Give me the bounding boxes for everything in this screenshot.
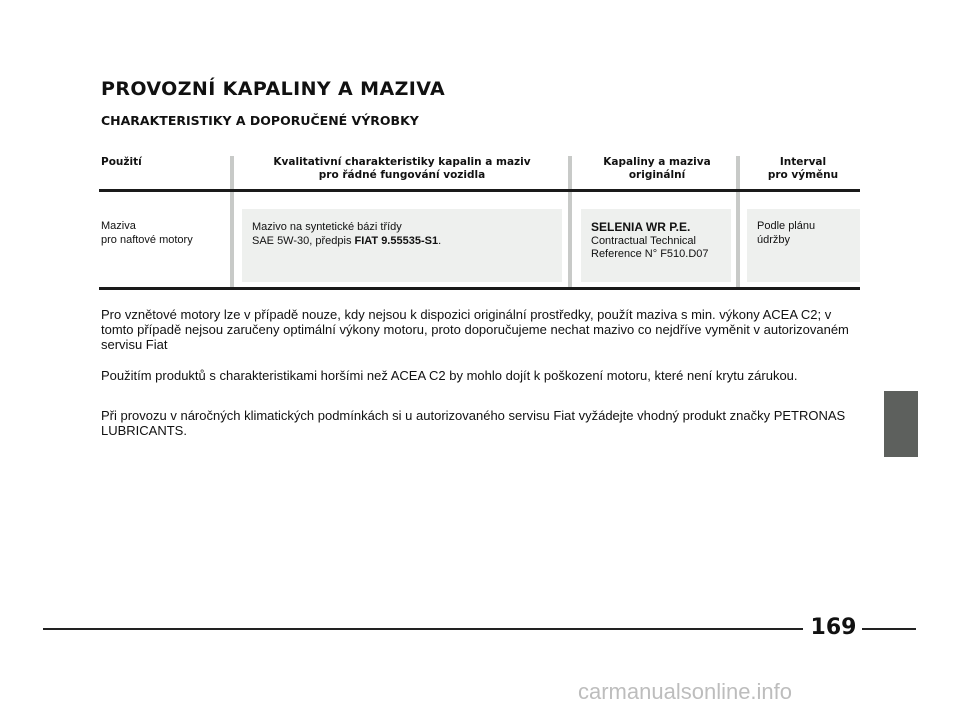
header-characteristics-line: pro řádné fungování vozidla [318,169,486,181]
header-usage: Použití [101,156,142,168]
header-original-fluids-line: originální [628,169,686,181]
paragraph-climate-conditions: Při provozu v náročných klimatických podmínkách si u autorizovaného servisu Fiat vyžádejte vhodný produkt značky PETRONAS LUBRICANTS. [101,408,846,438]
spec-suffix: . [438,234,442,247]
table-bottom-rule [99,287,860,290]
page-title: PROVOZNÍ KAPALINY A MAZIVA [101,78,446,100]
product-name: SELENIA WR P.E. [591,220,691,234]
header-characteristics [242,156,562,182]
header-original-fluids [577,156,737,182]
paragraph-alternative-oils: Pro vznětové motory lze v případě nouze, kdy nejsou k dispozici originální prostředky, použít maziva s min. výkony ACEA C2; v tomto případě nejsou zaručeny optimální výkony motoru, proto doporučujeme nechat mazivo co nejdříve vyměnit v autorizovaném servisu Fiat [101,307,849,352]
chapter-tab-marker [884,391,918,457]
header-interval [746,156,860,182]
header-interval-line: pro výměnu [767,169,839,181]
footer-rule-right [862,628,916,630]
product-detail-line: Contractual Technical [591,234,696,247]
paragraph-warranty-warning: Použitím produktů s charakteristikami horšími než ACEA C2 by mohlo dojít k poškození motoru, které není krytu zárukou. [101,368,798,383]
column-separator [568,156,572,289]
footer-rule-left [43,628,803,630]
header-original-fluids-line: Kapaliny a maziva [603,156,711,168]
cell-interval [747,209,860,282]
spec-code: FIAT 9.55535-S1 [354,234,439,247]
section-subtitle: CHARAKTERISTIKY A DOPORUČENÉ VÝROBKY [101,113,419,128]
watermark-text: carmanualsonline.info [578,679,793,704]
column-separator [736,156,740,289]
cell-characteristics [242,209,562,282]
product-detail-line: Reference N° F510.D07 [591,248,709,260]
cell-characteristics-line [252,235,562,249]
cell-usage-line: Maziva [101,220,136,232]
cell-characteristics-line: Mazivo na syntetické bázi třídy [252,221,402,233]
fluids-table [99,152,860,289]
header-characteristics-line: Kvalitativní charakteristiky kapalin a maziv [273,156,531,168]
cell-usage-line: pro naftové motory [101,233,193,246]
header-interval-line: Interval [779,156,827,168]
page-number: 169 [810,615,857,640]
cell-original-product [581,209,731,282]
interval-line: Podle plánu [757,220,816,232]
header-rule [99,189,860,192]
cell-usage [101,220,193,247]
column-separator [230,156,234,289]
spec-prefix: SAE 5W-30, předpis [252,234,355,247]
interval-line: údržby [757,233,791,246]
